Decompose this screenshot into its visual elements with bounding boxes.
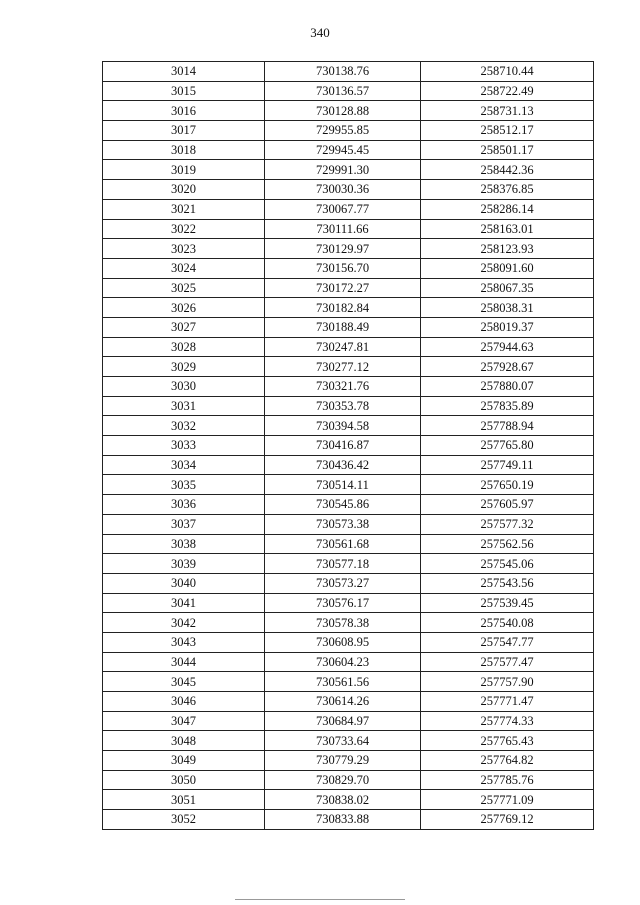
y-coordinate-cell: 257650.19: [421, 475, 594, 495]
point-number-cell: 3046: [103, 692, 265, 712]
y-coordinate-cell: 258163.01: [421, 219, 594, 239]
x-coordinate-cell: 730608.95: [265, 632, 421, 652]
table-row: [103, 337, 594, 357]
y-coordinate-cell: 257944.63: [421, 337, 594, 357]
table-row: [103, 199, 594, 219]
table-row: [103, 436, 594, 456]
y-coordinate-cell: 257540.08: [421, 613, 594, 633]
table-row: [103, 672, 594, 692]
table-row: [103, 140, 594, 160]
table-row: [103, 475, 594, 495]
point-number-cell: 3044: [103, 652, 265, 672]
y-coordinate-cell: 258286.14: [421, 199, 594, 219]
point-number-cell: 3024: [103, 258, 265, 278]
x-coordinate-cell: 729991.30: [265, 160, 421, 180]
y-coordinate-cell: 257543.56: [421, 573, 594, 593]
table-row: [103, 258, 594, 278]
table-row: [103, 455, 594, 475]
y-coordinate-cell: 258091.60: [421, 258, 594, 278]
table-row: [103, 810, 594, 830]
point-number-cell: 3045: [103, 672, 265, 692]
table-row: [103, 514, 594, 534]
x-coordinate-cell: 730545.86: [265, 495, 421, 515]
point-number-cell: 3019: [103, 160, 265, 180]
table-row: [103, 377, 594, 397]
point-number-cell: 3017: [103, 121, 265, 141]
point-number-cell: 3015: [103, 81, 265, 101]
y-coordinate-cell: 258710.44: [421, 62, 594, 82]
x-coordinate-cell: 730838.02: [265, 790, 421, 810]
y-coordinate-cell: 258123.93: [421, 239, 594, 259]
point-number-cell: 3038: [103, 534, 265, 554]
table-row: [103, 495, 594, 515]
x-coordinate-cell: 730833.88: [265, 810, 421, 830]
x-coordinate-cell: 730829.70: [265, 770, 421, 790]
x-coordinate-cell: 730514.11: [265, 475, 421, 495]
y-coordinate-cell: 257774.33: [421, 711, 594, 731]
point-number-cell: 3041: [103, 593, 265, 613]
x-coordinate-cell: 730321.76: [265, 377, 421, 397]
y-coordinate-cell: 257577.32: [421, 514, 594, 534]
y-coordinate-cell: 258376.85: [421, 180, 594, 200]
y-coordinate-cell: 257880.07: [421, 377, 594, 397]
table-row: [103, 652, 594, 672]
point-number-cell: 3020: [103, 180, 265, 200]
point-number-cell: 3016: [103, 101, 265, 121]
x-coordinate-cell: 730577.18: [265, 554, 421, 574]
x-coordinate-cell: 730604.23: [265, 652, 421, 672]
point-number-cell: 3052: [103, 810, 265, 830]
x-coordinate-cell: 730156.70: [265, 258, 421, 278]
x-coordinate-cell: 729955.85: [265, 121, 421, 141]
x-coordinate-cell: 730416.87: [265, 436, 421, 456]
point-number-cell: 3043: [103, 632, 265, 652]
point-number-cell: 3047: [103, 711, 265, 731]
point-number-cell: 3029: [103, 357, 265, 377]
x-coordinate-cell: 730353.78: [265, 396, 421, 416]
y-coordinate-cell: 258731.13: [421, 101, 594, 121]
coordinates-table-body: [103, 62, 594, 830]
point-number-cell: 3018: [103, 140, 265, 160]
y-coordinate-cell: 257928.67: [421, 357, 594, 377]
x-coordinate-cell: 730573.27: [265, 573, 421, 593]
point-number-cell: 3025: [103, 278, 265, 298]
coordinates-table: [102, 61, 594, 830]
y-coordinate-cell: 257577.47: [421, 652, 594, 672]
table-row: [103, 180, 594, 200]
x-coordinate-cell: 730578.38: [265, 613, 421, 633]
y-coordinate-cell: 257765.43: [421, 731, 594, 751]
x-coordinate-cell: 730247.81: [265, 337, 421, 357]
x-coordinate-cell: 730614.26: [265, 692, 421, 712]
x-coordinate-cell: 730129.97: [265, 239, 421, 259]
x-coordinate-cell: 730576.17: [265, 593, 421, 613]
table-row: [103, 317, 594, 337]
table-row: [103, 593, 594, 613]
table-row: [103, 298, 594, 318]
point-number-cell: 3051: [103, 790, 265, 810]
point-number-cell: 3021: [103, 199, 265, 219]
point-number-cell: 3014: [103, 62, 265, 82]
table-row: [103, 239, 594, 259]
table-row: [103, 613, 594, 633]
point-number-cell: 3027: [103, 317, 265, 337]
y-coordinate-cell: 258442.36: [421, 160, 594, 180]
table-row: [103, 711, 594, 731]
x-coordinate-cell: 730030.36: [265, 180, 421, 200]
y-coordinate-cell: 257835.89: [421, 396, 594, 416]
y-coordinate-cell: 257765.80: [421, 436, 594, 456]
table-row: [103, 396, 594, 416]
point-number-cell: 3048: [103, 731, 265, 751]
x-coordinate-cell: 730182.84: [265, 298, 421, 318]
x-coordinate-cell: 730067.77: [265, 199, 421, 219]
point-number-cell: 3023: [103, 239, 265, 259]
x-coordinate-cell: 730561.68: [265, 534, 421, 554]
table-row: [103, 731, 594, 751]
y-coordinate-cell: 257545.06: [421, 554, 594, 574]
x-coordinate-cell: 730779.29: [265, 751, 421, 771]
table-row: [103, 219, 594, 239]
table-row: [103, 101, 594, 121]
point-number-cell: 3026: [103, 298, 265, 318]
x-coordinate-cell: 730111.66: [265, 219, 421, 239]
table-row: [103, 554, 594, 574]
y-coordinate-cell: 258038.31: [421, 298, 594, 318]
table-row: [103, 81, 594, 101]
page-number: 340: [310, 25, 330, 40]
point-number-cell: 3031: [103, 396, 265, 416]
y-coordinate-cell: 257605.97: [421, 495, 594, 515]
y-coordinate-cell: 257562.56: [421, 534, 594, 554]
point-number-cell: 3022: [103, 219, 265, 239]
y-coordinate-cell: 258722.49: [421, 81, 594, 101]
x-coordinate-cell: 730561.56: [265, 672, 421, 692]
point-number-cell: 3028: [103, 337, 265, 357]
table-row: [103, 416, 594, 436]
y-coordinate-cell: 257757.90: [421, 672, 594, 692]
x-coordinate-cell: 730172.27: [265, 278, 421, 298]
y-coordinate-cell: 257547.77: [421, 632, 594, 652]
table-row: [103, 121, 594, 141]
point-number-cell: 3035: [103, 475, 265, 495]
point-number-cell: 3037: [103, 514, 265, 534]
table-row: [103, 632, 594, 652]
y-coordinate-cell: 258512.17: [421, 121, 594, 141]
x-coordinate-cell: 730188.49: [265, 317, 421, 337]
x-coordinate-cell: 730394.58: [265, 416, 421, 436]
y-coordinate-cell: 257771.47: [421, 692, 594, 712]
x-coordinate-cell: 730277.12: [265, 357, 421, 377]
y-coordinate-cell: 258501.17: [421, 140, 594, 160]
x-coordinate-cell: 730684.97: [265, 711, 421, 731]
y-coordinate-cell: 257769.12: [421, 810, 594, 830]
point-number-cell: 3036: [103, 495, 265, 515]
table-row: [103, 357, 594, 377]
x-coordinate-cell: 730128.88: [265, 101, 421, 121]
point-number-cell: 3033: [103, 436, 265, 456]
table-row: [103, 770, 594, 790]
y-coordinate-cell: 257749.11: [421, 455, 594, 475]
x-coordinate-cell: 730733.64: [265, 731, 421, 751]
y-coordinate-cell: 258019.37: [421, 317, 594, 337]
point-number-cell: 3042: [103, 613, 265, 633]
table-row: [103, 790, 594, 810]
y-coordinate-cell: 257785.76: [421, 770, 594, 790]
table-row: [103, 278, 594, 298]
y-coordinate-cell: 257539.45: [421, 593, 594, 613]
table-row: [103, 692, 594, 712]
table-row: [103, 534, 594, 554]
point-number-cell: 3050: [103, 770, 265, 790]
point-number-cell: 3032: [103, 416, 265, 436]
bottom-rule: [235, 899, 405, 900]
y-coordinate-cell: 257764.82: [421, 751, 594, 771]
y-coordinate-cell: 257771.09: [421, 790, 594, 810]
table-row: [103, 751, 594, 771]
point-number-cell: 3034: [103, 455, 265, 475]
x-coordinate-cell: 730136.57: [265, 81, 421, 101]
y-coordinate-cell: 258067.35: [421, 278, 594, 298]
x-coordinate-cell: 730436.42: [265, 455, 421, 475]
point-number-cell: 3049: [103, 751, 265, 771]
point-number-cell: 3030: [103, 377, 265, 397]
x-coordinate-cell: 730138.76: [265, 62, 421, 82]
table-row: [103, 573, 594, 593]
y-coordinate-cell: 257788.94: [421, 416, 594, 436]
x-coordinate-cell: 729945.45: [265, 140, 421, 160]
table-row: [103, 62, 594, 82]
point-number-cell: 3040: [103, 573, 265, 593]
table-row: [103, 160, 594, 180]
point-number-cell: 3039: [103, 554, 265, 574]
x-coordinate-cell: 730573.38: [265, 514, 421, 534]
